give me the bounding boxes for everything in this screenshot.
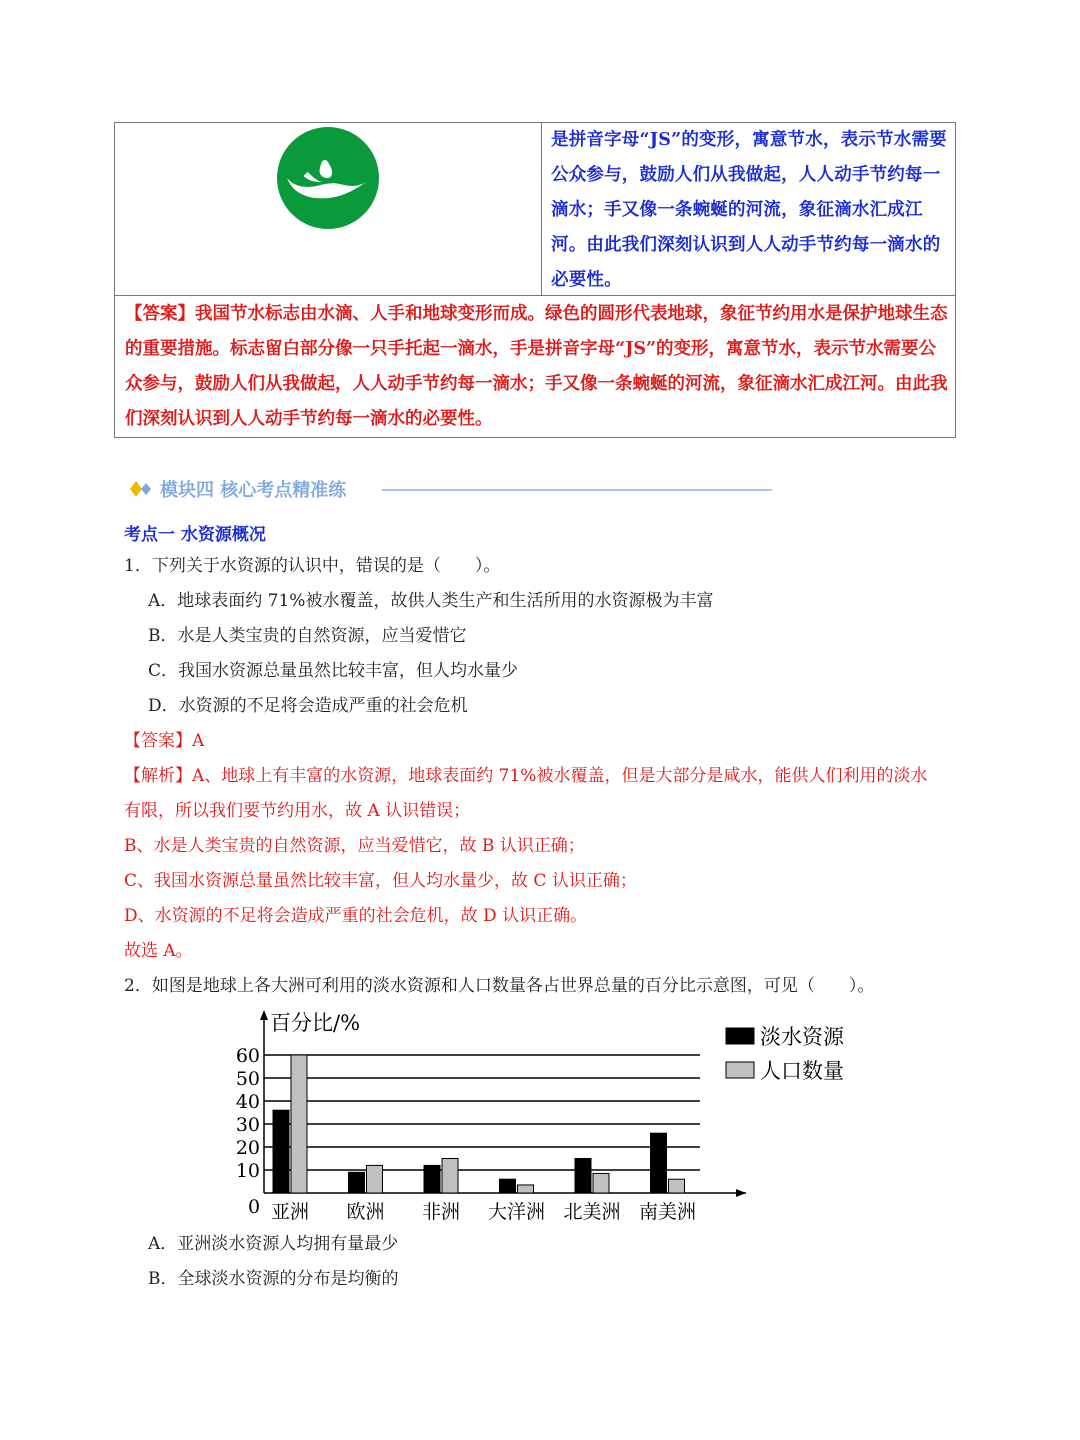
q1-option-d: D．水资源的不足将会造成严重的社会危机 (148, 696, 468, 716)
x-tick-label: 南美洲 (638, 1201, 697, 1223)
y-tick-label: 20 (235, 1137, 260, 1159)
bar-population (367, 1165, 383, 1193)
legend-label: 人口数量 (760, 1059, 844, 1083)
y-tick-label: 50 (235, 1068, 260, 1090)
bar-freshwater (273, 1110, 289, 1193)
y-tick-label: 40 (235, 1091, 260, 1113)
y-axis-arrow (260, 1010, 268, 1020)
bar-population (518, 1185, 534, 1193)
q1-analysis-line: 【解析】A、地球上有丰富的水资源，地球表面约 71%被水覆盖，但是大部分是咸水，能供人们利用的淡水 (124, 766, 928, 786)
q1-analysis-line: 有限，所以我们要节约用水，故 A 认识错误； (124, 801, 471, 821)
x-tick-label: 非洲 (421, 1201, 461, 1223)
bar-freshwater (349, 1172, 365, 1193)
table-divider-vertical (541, 123, 542, 295)
bar-freshwater (575, 1159, 591, 1194)
bar-population (291, 1055, 307, 1193)
q1-stem: 1．下列关于水资源的认识中，错误的是（ ）。 (124, 556, 501, 576)
q2-option-b: B．全球淡水资源的分布是均衡的 (148, 1269, 399, 1289)
x-tick-label: 欧洲 (346, 1201, 385, 1223)
y-tick-label: 60 (235, 1045, 260, 1067)
origin-label: 0 (247, 1196, 261, 1218)
water-saving-logo-icon (277, 127, 379, 229)
logo-description-text: 是拼音字母“JS”的变形，寓意节水，表示节水需要公众参与，鼓励人们从我做起，人人动手节约每一滴水；手又像一条蜿蜒的河流，象征滴水汇成江河。由此我们深刻认识到人人动手节约每一滴水的必要性。 (551, 130, 947, 290)
x-axis-arrow (736, 1189, 746, 1197)
diamond-bullet-icon (130, 481, 154, 497)
logo-question-table (114, 122, 956, 438)
legend-label: 淡水资源 (760, 1025, 844, 1049)
module-divider (382, 489, 772, 491)
x-tick-label: 亚洲 (270, 1201, 310, 1223)
legend-swatch (726, 1028, 754, 1044)
x-tick-label: 北美洲 (563, 1201, 621, 1223)
x-tick-label: 大洋洲 (487, 1201, 546, 1223)
bar-population (669, 1179, 685, 1193)
q1-option-b: B．水是人类宝贵的自然资源，应当爱惜它 (148, 626, 467, 646)
q1-option-c: C．我国水资源总量虽然比较丰富，但人均水量少 (148, 661, 519, 681)
section-title: 考点一 水资源概况 (124, 525, 266, 545)
bar-population (442, 1159, 458, 1194)
q1-analysis-line: D、水资源的不足将会造成严重的社会危机，故 D 认识正确。 (124, 906, 588, 926)
logo-answer-text: 【答案】我国节水标志由水滴、人手和地球变形而成。绿色的圆形代表地球，象征节约用水是保护地球生态的重要措施。标志留白部分像一只手托起一滴水，手是拼音字母“JS”的变形，寓意节水，表示节水需要公众参与，鼓励人们从我做起，人人动手节约每一滴水；手又像一条蜿蜒的河流，象征滴水汇成江河。由此我们深刻认识到人人动手节约每一滴水的必要性。 (125, 304, 948, 429)
bar-freshwater (651, 1133, 667, 1193)
bar-freshwater (500, 1179, 516, 1193)
bar-freshwater (424, 1165, 440, 1193)
module-title: 模块四 核心考点精准练 (160, 480, 347, 501)
q1-option-a: A．地球表面约 71%被水覆盖，故供人类生产和生活所用的水资源极为丰富 (148, 591, 714, 611)
q2-stem: 2．如图是地球上各大洲可利用的淡水资源和人口数量各占世界总量的百分比示意图，可见（ ）。 (124, 976, 875, 996)
legend-swatch (726, 1062, 754, 1078)
y-axis-label: 百分比/% (270, 1011, 361, 1035)
q2-option-a: A．亚洲淡水资源人均拥有量最少 (148, 1234, 399, 1254)
freshwater-population-chart (226, 1006, 866, 1228)
q1-analysis-line: C、我国水资源总量虽然比较丰富，但人均水量少，故 C 认识正确； (124, 871, 637, 891)
q1-analysis-line: 故选 A。 (124, 941, 193, 961)
q1-answer: 【答案】A (124, 731, 205, 751)
y-tick-label: 30 (235, 1114, 260, 1136)
y-tick-label: 10 (235, 1160, 260, 1182)
bar-population (593, 1173, 609, 1193)
q1-analysis-line: B、水是人类宝贵的自然资源，应当爱惜它，故 B 认识正确； (124, 836, 585, 856)
module-header (130, 474, 780, 504)
